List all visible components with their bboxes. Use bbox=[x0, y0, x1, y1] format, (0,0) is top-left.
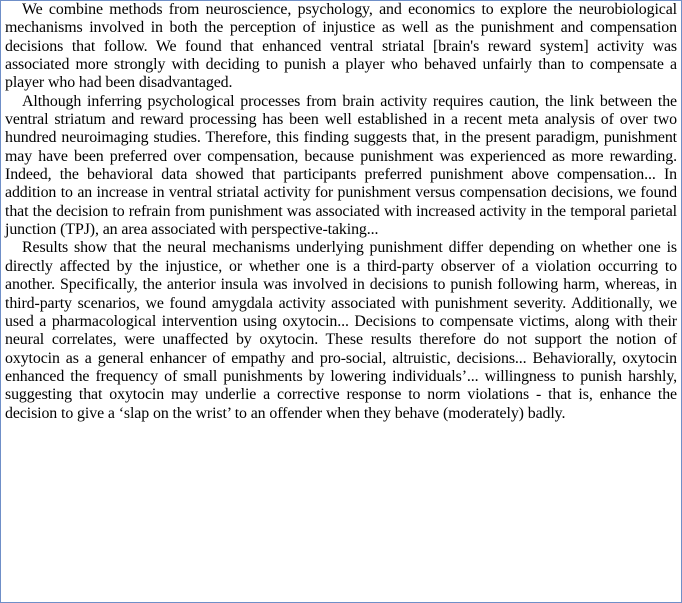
paragraph-1: We combine methods from neuroscience, psychology, and economics to explore the neurobiological mechanisms involved in both the perception of injustice as well as the punishment and compensation decisions that follow. We found that enhanced ventral striatal [brain's reward system] activity was associated more strongly with deciding to punish a player who behaved unfairly than to compensate a player who had been disadvantaged. bbox=[5, 1, 677, 92]
paragraph-2: Although inferring psychological processes from brain activity requires caution, the link between the ventral striatum and reward processing has been well established in a recent meta analysis of over two hundred neuroimaging studies. Therefore, this finding suggests that, in the present paradigm, punishment may have been preferred over compensation, because punishment was experienced as more rewarding. Indeed, the behavioral data showed that participants preferred punishment above compensation... In addition to an increase in ventral striatal activity for punishment versus compensation decisions, we found that the decision to refrain from punishment was associated with increased activity in the temporal parietal junction (TPJ), an area associated with perspective-taking... bbox=[5, 92, 677, 239]
paragraph-3: Results show that the neural mechanisms underlying punishment differ depending on whether one is directly affected by the injustice, or whether one is a third-party observer of a violation occurring to another. Specifically, the anterior insula was involved in decisions to punish following harm, whereas, in third-party scenarios, we found amygdala activity associated with punishment severity. Additionally, we used a pharmacological intervention using oxytocin... Decisions to compensate victims, along with their neural correlates, were unaffected by oxytocin. These results therefore do not support the notion of oxytocin as a general enhancer of empathy and pro-social, altruistic, decisions... Behaviorally, oxytocin enhanced the frequency of small punishments by lowering individuals’... willingness to punish harshly, suggesting that oxytocin may underlie a corrective response to norm violations - that is, enhance the decision to give a ‘slap on the wrist’ to an offender when they behave (moderately) badly. bbox=[5, 239, 677, 422]
quote-text bbox=[5, 1, 677, 423]
